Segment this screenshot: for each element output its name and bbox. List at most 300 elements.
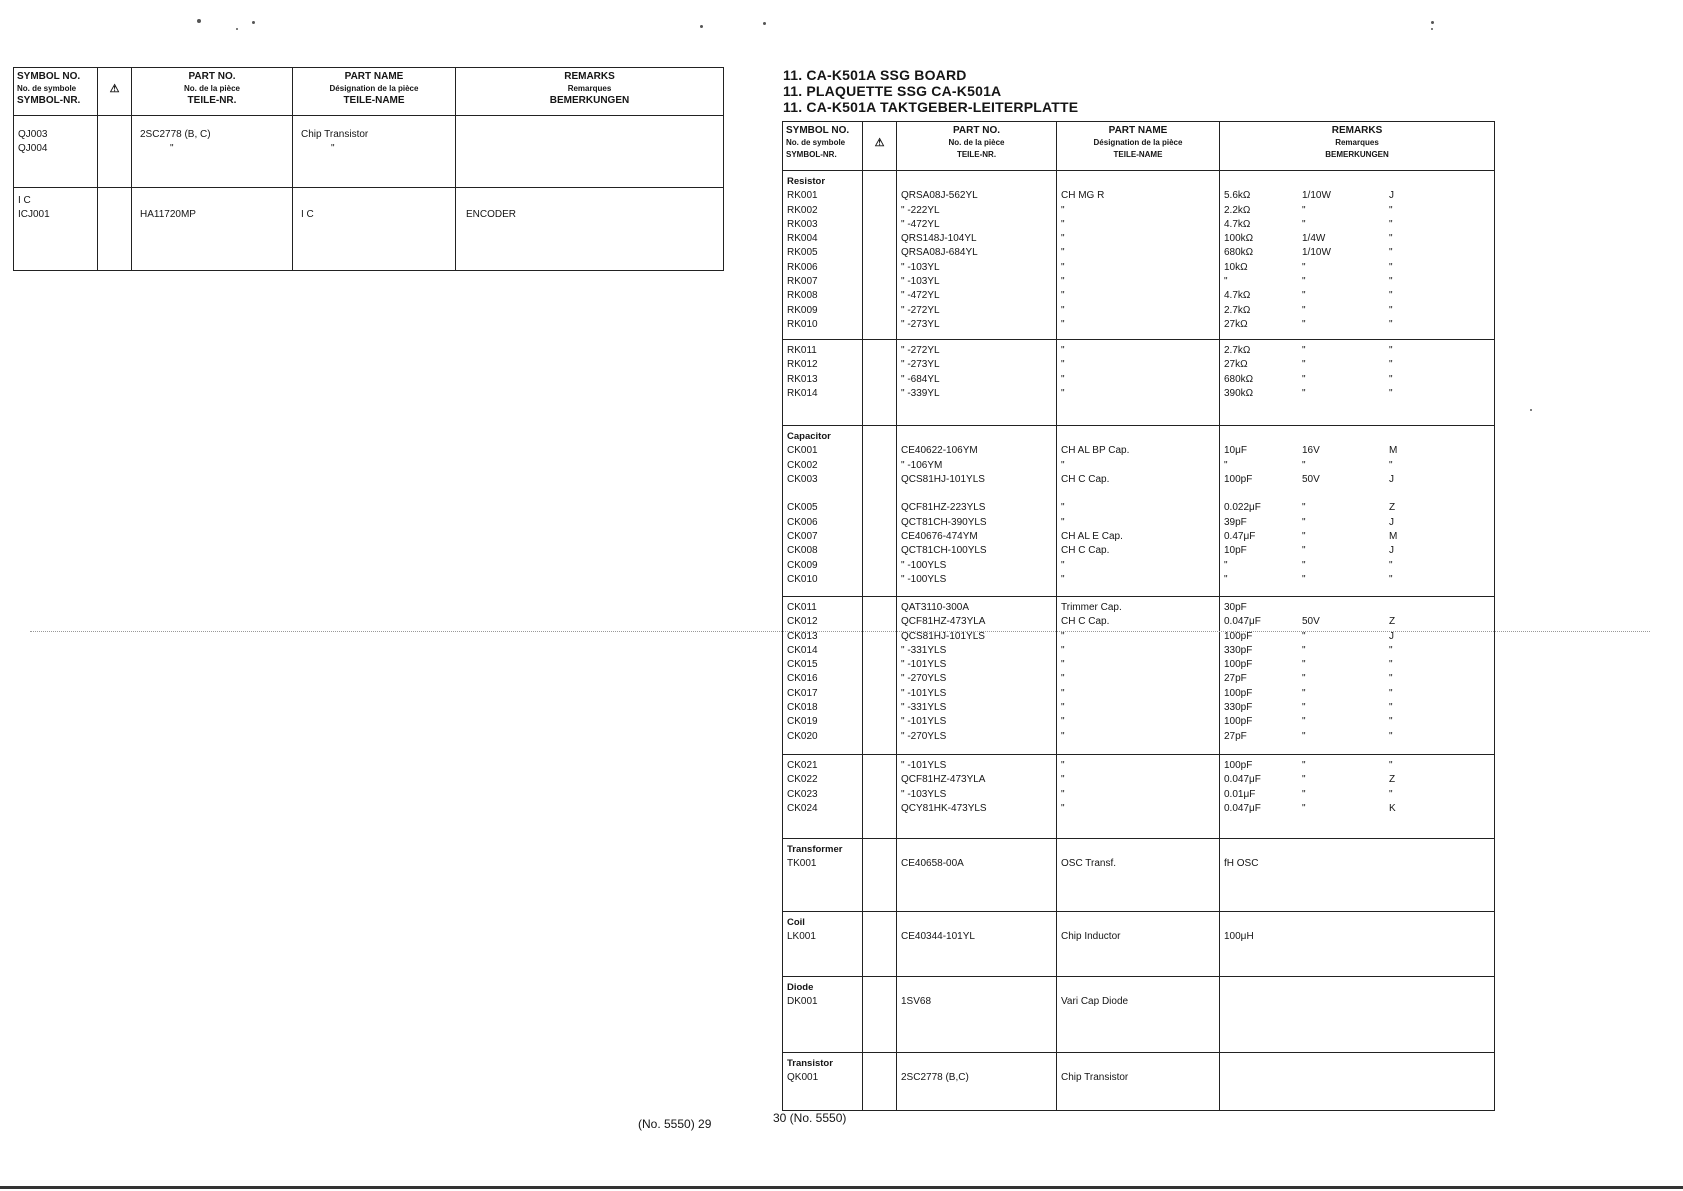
part-name-cell: " xyxy=(1061,233,1065,245)
part-no-cell: " -270YLS xyxy=(901,673,947,685)
part-name-cell: " xyxy=(1061,304,1065,316)
part-no-cell: " -103YL xyxy=(901,261,940,273)
part-name-cell: CH AL BP Cap. xyxy=(1061,445,1130,457)
part-no-cell: " -331YLS xyxy=(901,644,947,656)
remarks-cell xyxy=(1224,501,1491,515)
remarks-cell xyxy=(1224,516,1491,530)
remark-value: 10kΩ xyxy=(1224,261,1248,273)
remark-rating: 50V xyxy=(1302,616,1320,628)
remarks-cell xyxy=(1224,358,1491,372)
remark-rating: " xyxy=(1302,345,1306,356)
remarks-cell xyxy=(1224,615,1491,629)
part-name-cell: " xyxy=(1061,659,1065,671)
symbol-cell: CK006 xyxy=(787,516,818,528)
remark-rating: " xyxy=(1302,716,1306,728)
symbol-cell: CK015 xyxy=(787,659,818,671)
right-parts-table xyxy=(782,121,1495,1111)
part-no-cell: HA11720MP xyxy=(140,209,196,221)
remark-rating: " xyxy=(1302,659,1306,671)
page-title xyxy=(783,67,1078,115)
part-no-cell: " -339YL xyxy=(901,387,940,399)
scan-speck xyxy=(197,19,201,23)
part-no-cell: " -684YL xyxy=(901,373,940,385)
remarks-cell xyxy=(1224,304,1491,318)
remark-value: 4.7kΩ xyxy=(1224,290,1251,302)
remarks-cell: ENCODER xyxy=(466,209,517,221)
remark-tolerance: " xyxy=(1389,573,1393,585)
part-name-cell: " xyxy=(1061,687,1065,699)
symbol-cell: Capacitor xyxy=(787,431,831,442)
remark-tolerance: " xyxy=(1389,673,1393,685)
part-name-cell: CH C Cap. xyxy=(1061,545,1110,557)
remark-tolerance: " xyxy=(1389,459,1393,471)
table-section xyxy=(783,597,1495,755)
part-no-cell: QRSA08J-562YL xyxy=(901,190,978,202)
part-name-cell: " xyxy=(1061,573,1065,585)
remark-tolerance: " xyxy=(1389,233,1393,245)
remarks-cell xyxy=(1224,289,1491,303)
remark-tolerance: " xyxy=(1389,261,1393,273)
remark-rating: " xyxy=(1302,774,1306,786)
remark-value: 4.7kΩ xyxy=(1224,218,1251,230)
part-name-cell xyxy=(1061,981,1216,995)
symbol-cell: CK013 xyxy=(787,630,818,642)
remarks-cell xyxy=(1224,232,1491,246)
part-no-cell: QCT81CH-390YLS xyxy=(901,516,987,528)
remark-value: 100pF xyxy=(1224,473,1253,485)
remark-tolerance: J xyxy=(1389,190,1394,202)
symbol-cell: I C xyxy=(18,195,31,206)
symbol-cell: CK005 xyxy=(787,502,818,514)
remark-rating: " xyxy=(1302,559,1306,571)
symbol-cell: RK008 xyxy=(787,290,818,302)
remarks-cell xyxy=(1224,701,1491,715)
remark-tolerance: Z xyxy=(1389,616,1396,628)
part-name-cell: " xyxy=(1061,673,1065,685)
part-name-cell: " xyxy=(1061,502,1065,514)
header-symbol: SYMBOL NO. No. de symbole SYMBOL-NR. xyxy=(14,68,98,116)
part-name-cell: " xyxy=(1061,204,1065,216)
remarks-cell xyxy=(1224,995,1491,1009)
remarks-cell xyxy=(1224,459,1491,473)
caution-cell xyxy=(863,597,897,755)
remark-rating: " xyxy=(1302,502,1306,514)
remark-value: 0.047μF xyxy=(1224,802,1261,814)
symbol-cell: CK002 xyxy=(787,459,818,471)
remarks-cell xyxy=(1224,344,1491,358)
remark-tolerance: " xyxy=(1389,218,1393,230)
remarks-cell xyxy=(1224,275,1491,289)
symbol-cell: CK023 xyxy=(787,788,818,800)
remark-tolerance: " xyxy=(1389,716,1393,728)
part-no-cell: " xyxy=(170,143,174,155)
table-section xyxy=(783,340,1495,426)
part-name-cell: Chip Inductor xyxy=(1061,931,1121,943)
part-name-cell: " xyxy=(1061,318,1065,330)
part-no-cell: " -331YLS xyxy=(901,702,947,714)
remark-rating: 16V xyxy=(1302,445,1320,457)
remark-tolerance: Z xyxy=(1389,502,1396,514)
remark-rating: " xyxy=(1302,261,1306,273)
remarks-cell xyxy=(1224,730,1491,744)
caution-cell xyxy=(863,755,897,839)
table-section xyxy=(783,426,1495,597)
remark-rating: " xyxy=(1302,687,1306,699)
remark-rating: " xyxy=(1302,459,1306,471)
part-name-cell: CH C Cap. xyxy=(1061,473,1110,485)
symbol-cell: CK014 xyxy=(787,644,818,656)
part-name-cell: " xyxy=(1061,516,1065,528)
part-no-cell: " -273YL xyxy=(901,318,940,330)
remarks-cell xyxy=(1224,473,1491,487)
part-no-cell: QRSA08J-684YL xyxy=(901,247,978,259)
symbol-cell: CK001 xyxy=(787,445,818,457)
remark-value: 10μF xyxy=(1224,445,1247,457)
remarks-cell xyxy=(1224,204,1491,218)
remarks-cell xyxy=(1224,658,1491,672)
remark-tolerance: " xyxy=(1389,387,1393,399)
remarks-cell xyxy=(1224,644,1491,658)
scan-speck xyxy=(1431,28,1433,30)
remark-tolerance: " xyxy=(1389,204,1393,216)
remark-rating: " xyxy=(1302,531,1306,543)
page-number-left: (No. 5550) 29 xyxy=(638,1117,712,1131)
symbol-cell: CK018 xyxy=(787,702,818,714)
symbol-cell: CK012 xyxy=(787,616,818,628)
remark-tolerance: " xyxy=(1389,304,1393,316)
title-french: 11. PLAQUETTE SSG CA-K501A xyxy=(783,83,1002,99)
remarks-cell xyxy=(1224,843,1491,857)
part-no-cell: CE40658-00A xyxy=(901,858,964,870)
part-name-cell: CH AL E Cap. xyxy=(1061,531,1123,543)
remarks-cell xyxy=(1224,802,1491,816)
remark-rating: " xyxy=(1302,204,1306,216)
part-name-cell: " xyxy=(1061,261,1065,273)
symbol-cell: RK006 xyxy=(787,261,818,273)
symbol-cell: CK016 xyxy=(787,673,818,685)
remarks-cell xyxy=(1224,715,1491,729)
symbol-cell: RK012 xyxy=(787,359,818,371)
remark-value: " xyxy=(1224,573,1228,585)
remark-rating: 1/10W xyxy=(1302,247,1331,259)
part-name-cell: " xyxy=(1061,644,1065,656)
symbol-cell: Transistor xyxy=(787,1058,833,1069)
part-name-cell xyxy=(1061,175,1216,189)
remarks-cell xyxy=(1224,444,1491,458)
remark-rating: " xyxy=(1302,702,1306,714)
part-no-cell: CE40344-101YL xyxy=(901,931,975,943)
remark-value: 30pF xyxy=(1224,602,1247,613)
remark-value: 680kΩ xyxy=(1224,373,1254,385)
part-no-cell: " -100YLS xyxy=(901,573,947,585)
symbol-cell: QJ003 xyxy=(18,129,48,140)
scan-speck xyxy=(252,21,255,24)
remarks-cell xyxy=(1224,857,1491,871)
remark-tolerance: " xyxy=(1389,788,1393,800)
part-no-cell: QCF81HZ-473YLA xyxy=(901,616,986,628)
remark-tolerance: " xyxy=(1389,290,1393,302)
remark-value: 100pF xyxy=(1224,687,1253,699)
part-name-cell: " xyxy=(1061,559,1065,571)
remarks-cell xyxy=(1224,261,1491,275)
page-number-right: 30 (No. 5550) xyxy=(773,1111,847,1125)
remarks-cell xyxy=(1224,544,1491,558)
part-no-cell: " -472YL xyxy=(901,290,940,302)
remark-value: 5.6kΩ xyxy=(1224,190,1251,202)
scan-speck xyxy=(700,25,703,28)
remark-tolerance: " xyxy=(1389,359,1393,371)
remark-value: 27pF xyxy=(1224,673,1247,685)
symbol-cell: CK007 xyxy=(787,531,818,543)
scan-speck xyxy=(763,22,766,25)
remark-value: 0.01μF xyxy=(1224,788,1256,800)
remark-tolerance: J xyxy=(1389,473,1394,485)
part-name-cell: " xyxy=(1061,247,1065,259)
part-name-cell: " xyxy=(1061,702,1065,714)
remark-value: 2.7kΩ xyxy=(1224,345,1251,356)
remarks-cell xyxy=(1224,687,1491,701)
remarks-cell xyxy=(1224,559,1491,573)
symbol-cell: RK014 xyxy=(787,387,818,399)
remark-value: 0.047μF xyxy=(1224,774,1261,786)
caution-icon: ⚠ xyxy=(98,68,132,116)
title-english: 11. CA-K501A SSG BOARD xyxy=(783,67,967,83)
scan-dotted-line xyxy=(30,631,1650,632)
remark-value: 27kΩ xyxy=(1224,359,1248,371)
part-no-cell xyxy=(901,487,1053,501)
part-no-cell: " -270YLS xyxy=(901,730,947,742)
remark-tolerance: " xyxy=(1389,276,1393,288)
header-remarks: REMARKS Remarques BEMERKUNGEN xyxy=(456,68,724,116)
part-name-cell: CH C Cap. xyxy=(1061,616,1110,628)
symbol-cell: RK007 xyxy=(787,276,818,288)
remarks-cell xyxy=(1224,246,1491,260)
part-no-cell: QCF81HZ-223YLS xyxy=(901,502,986,514)
remark-value: " xyxy=(1224,559,1228,571)
scan-bottom-rule xyxy=(0,1186,1683,1189)
remarks-cell xyxy=(1224,430,1491,444)
part-no-cell: QCT81CH-100YLS xyxy=(901,545,987,557)
remarks-cell xyxy=(1224,916,1491,930)
part-no-cell: " -101YLS xyxy=(901,659,947,671)
part-no-cell xyxy=(901,175,1053,189)
part-name-cell: " xyxy=(1061,760,1065,771)
part-no-cell: " -273YL xyxy=(901,359,940,371)
part-no-cell: QCS81HJ-101YLS xyxy=(901,630,985,642)
scan-speck xyxy=(1530,409,1532,411)
remark-value: 100μH xyxy=(1224,931,1254,943)
caution-cell xyxy=(863,426,897,597)
header-symbol: SYMBOL NO. No. de symbole SYMBOL-NR. xyxy=(783,122,863,171)
remarks-cell xyxy=(1224,1057,1491,1071)
scan-speck xyxy=(1431,21,1434,24)
caution-cell xyxy=(863,912,897,977)
remark-value: " xyxy=(1224,459,1228,471)
remark-value: 100pF xyxy=(1224,760,1253,771)
part-no-cell xyxy=(901,1057,1053,1071)
part-name-cell: " xyxy=(1061,218,1065,230)
remark-tolerance: " xyxy=(1389,318,1393,330)
part-no-cell xyxy=(901,430,1053,444)
remark-value: 330pF xyxy=(1224,644,1253,656)
remarks-cell xyxy=(1224,1071,1491,1085)
remark-value: 100kΩ xyxy=(1224,233,1254,245)
symbol-cell: DK001 xyxy=(787,996,818,1008)
symbol-cell: CK024 xyxy=(787,802,818,814)
part-no-cell: QCS81HJ-101YLS xyxy=(901,473,985,485)
remark-value: 2.7kΩ xyxy=(1224,304,1251,316)
part-no-cell: " -272YL xyxy=(901,304,940,316)
part-name-cell xyxy=(1061,916,1216,930)
caution-cell xyxy=(863,171,897,340)
remark-tolerance: " xyxy=(1389,730,1393,742)
part-name-cell: " xyxy=(1061,387,1065,399)
remark-tolerance: " xyxy=(1389,247,1393,259)
part-name-cell xyxy=(1061,430,1216,444)
part-no-cell: " -101YLS xyxy=(901,716,947,728)
symbol-cell: CK022 xyxy=(787,774,818,786)
symbol-cell: CK009 xyxy=(787,559,818,571)
remark-rating: 50V xyxy=(1302,473,1320,485)
header-part-no: PART NO. No. de la pièce TEILE-NR. xyxy=(897,122,1057,171)
symbol-cell: QJ004 xyxy=(18,143,48,155)
symbol-cell: Transformer xyxy=(787,844,843,855)
part-no-cell xyxy=(901,843,1053,857)
remark-value: 680kΩ xyxy=(1224,247,1254,259)
remarks-cell xyxy=(1224,773,1491,787)
remark-tolerance: J xyxy=(1389,545,1394,557)
part-name-cell: " xyxy=(331,143,335,155)
remarks-cell xyxy=(1224,759,1491,773)
remark-rating: " xyxy=(1302,290,1306,302)
symbol-cell: CK003 xyxy=(787,473,818,485)
table-section xyxy=(783,839,1495,912)
part-no-cell: 2SC2778 (B, C) xyxy=(140,129,211,140)
remark-rating: " xyxy=(1302,730,1306,742)
part-no-cell: " -472YL xyxy=(901,218,940,230)
remark-rating: " xyxy=(1302,630,1306,642)
remark-tolerance: K xyxy=(1389,802,1396,814)
part-no-cell: QAT3110-300A xyxy=(901,602,970,613)
symbol-cell: CK017 xyxy=(787,687,818,699)
remark-value: 27pF xyxy=(1224,730,1247,742)
part-no-cell: " -272YL xyxy=(901,345,940,356)
part-name-cell: " xyxy=(1061,774,1065,786)
remark-rating: " xyxy=(1302,802,1306,814)
part-name-cell: " xyxy=(1061,630,1065,642)
symbol-cell: CK020 xyxy=(787,730,818,742)
symbol-cell: QK001 xyxy=(787,1072,819,1084)
part-name-cell: CH MG R xyxy=(1061,190,1105,202)
remark-tolerance: " xyxy=(1389,687,1393,699)
part-no-cell xyxy=(901,981,1053,995)
remark-tolerance: Z xyxy=(1389,774,1396,786)
part-name-cell xyxy=(1061,1057,1216,1071)
remark-value: 39pF xyxy=(1224,516,1247,528)
symbol-cell: RK005 xyxy=(787,247,818,259)
remark-value: 0.022μF xyxy=(1224,502,1261,514)
table-section xyxy=(783,1053,1495,1111)
remark-rating: " xyxy=(1302,673,1306,685)
remark-rating: " xyxy=(1302,276,1306,288)
part-name-cell: Chip Transistor xyxy=(301,129,369,140)
remark-tolerance: " xyxy=(1389,760,1393,771)
remark-tolerance: " xyxy=(1389,345,1393,356)
remark-rating: 1/10W xyxy=(1302,190,1331,202)
table-section xyxy=(783,755,1495,839)
left-parts-table xyxy=(13,67,724,271)
part-no-cell: " -103YLS xyxy=(901,788,947,800)
remarks-cell xyxy=(1224,189,1491,203)
remark-tolerance: J xyxy=(1389,630,1394,642)
header-part-name: PART NAME Désignation de la pièce TEILE-NAME xyxy=(1057,122,1220,171)
symbol-cell: CK011 xyxy=(787,602,817,613)
part-no-cell: QCF81HZ-473YLA xyxy=(901,774,986,786)
symbol-cell: Resistor xyxy=(787,176,826,187)
remark-tolerance: " xyxy=(1389,659,1393,671)
remark-tolerance: " xyxy=(1389,702,1393,714)
remark-rating: " xyxy=(1302,387,1306,399)
remark-rating: " xyxy=(1302,516,1306,528)
remark-rating: 1/4W xyxy=(1302,233,1326,245)
header-part-no: PART NO. No. de la pièce TEILE-NR. xyxy=(132,68,293,116)
remark-rating: " xyxy=(1302,359,1306,371)
remark-value: 2.2kΩ xyxy=(1224,204,1251,216)
remarks-cell xyxy=(1224,672,1491,686)
caution-cell xyxy=(863,977,897,1053)
table-row xyxy=(14,116,724,188)
part-name-cell: Trimmer Cap. xyxy=(1061,602,1122,613)
part-no-cell: " -101YLS xyxy=(901,760,947,771)
remark-value: 100pF xyxy=(1224,716,1253,728)
caution-cell xyxy=(863,340,897,426)
part-no-cell: " -106YM xyxy=(901,459,943,471)
remarks-cell xyxy=(1224,487,1491,501)
part-name-cell: " xyxy=(1061,802,1065,814)
remarks-cell xyxy=(1224,930,1491,944)
symbol-cell: Diode xyxy=(787,982,814,993)
symbol-cell: CK021 xyxy=(787,760,818,771)
symbol-cell: TK001 xyxy=(787,858,817,870)
symbol-cell xyxy=(787,487,859,501)
part-name-cell: " xyxy=(1061,716,1065,728)
caution-icon: ⚠ xyxy=(863,122,897,171)
part-name-cell: " xyxy=(1061,730,1065,742)
part-no-cell: " -222YL xyxy=(901,204,940,216)
part-name-cell: Vari Cap Diode xyxy=(1061,996,1129,1008)
symbol-cell: RK011 xyxy=(787,345,817,356)
part-name-cell xyxy=(1061,487,1216,501)
caution-cell xyxy=(863,839,897,912)
remark-value: 100pF xyxy=(1224,659,1253,671)
remark-tolerance: " xyxy=(1389,373,1393,385)
symbol-cell: RK010 xyxy=(787,318,818,330)
part-no-cell: QRS148J-104YL xyxy=(901,233,977,245)
scan-speck xyxy=(236,28,238,30)
table-section xyxy=(783,912,1495,977)
remark-rating: " xyxy=(1302,373,1306,385)
remarks-cell xyxy=(1224,373,1491,387)
part-no-cell: " -100YLS xyxy=(901,559,947,571)
remark-rating: " xyxy=(1302,760,1306,771)
remark-tolerance: " xyxy=(1389,644,1393,656)
caution-cell xyxy=(863,1053,897,1111)
table-section xyxy=(783,171,1495,340)
symbol-cell: RK004 xyxy=(787,233,818,245)
remark-rating: " xyxy=(1302,318,1306,330)
remark-value: 0.47μF xyxy=(1224,531,1256,543)
remark-tolerance: J xyxy=(1389,516,1394,528)
